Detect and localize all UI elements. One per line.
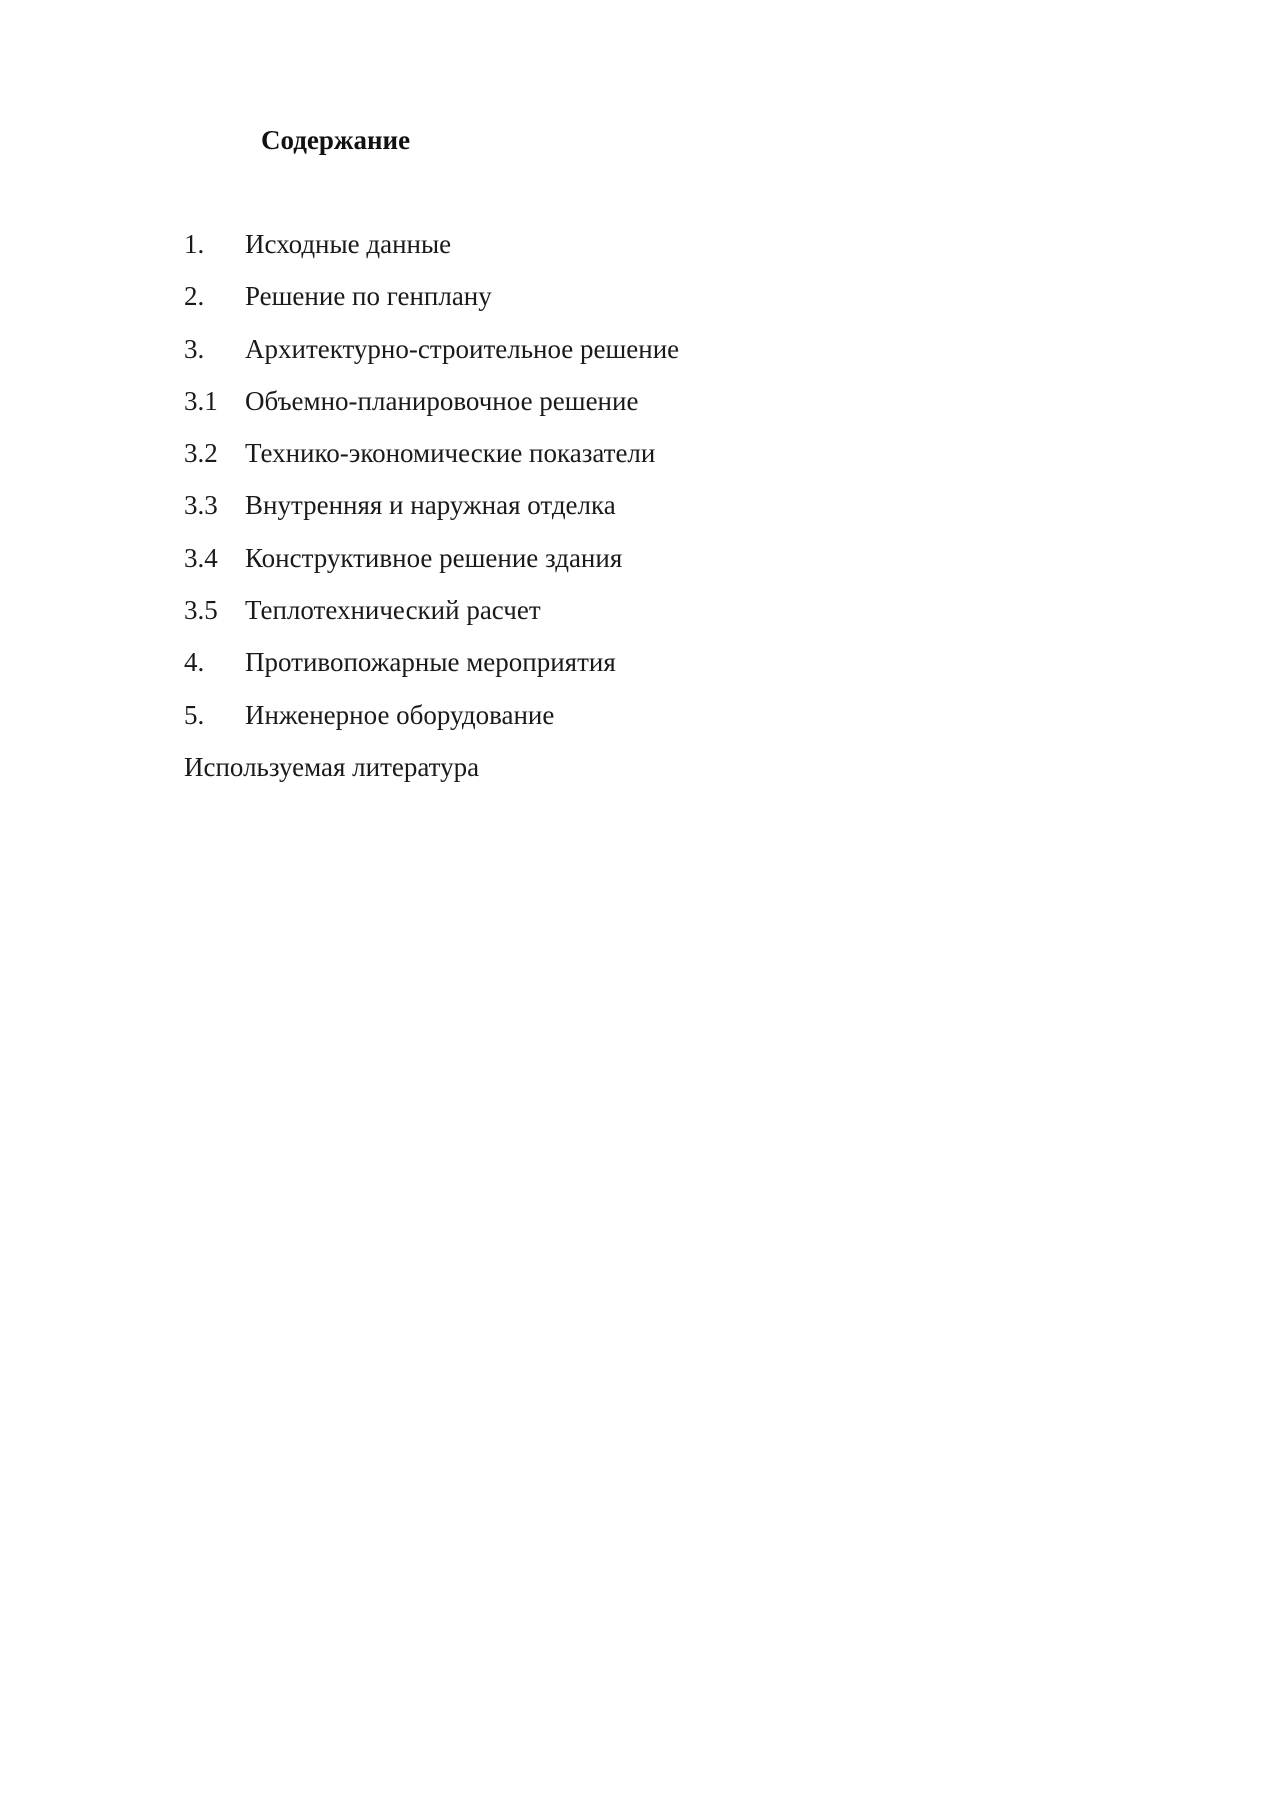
- toc-entry-number: 3.2: [184, 438, 218, 469]
- toc-entry-1: [184, 226, 679, 278]
- toc-entry-5: [184, 697, 679, 749]
- toc-entry-number: 5.: [184, 699, 205, 730]
- toc-entry-3-3: [184, 487, 679, 539]
- toc-entry-3-4: [184, 540, 679, 592]
- toc-entry-number: 4.: [184, 647, 205, 678]
- toc-entry-2: [184, 278, 679, 330]
- toc-entry-label: Объемно-планировочное решение: [245, 385, 639, 416]
- toc-entry-label: Исходные данные: [245, 229, 452, 259]
- toc-entry-label: Решение по генплану: [245, 281, 492, 312]
- page-title: Содержание: [261, 125, 411, 155]
- table-of-contents: [184, 226, 679, 801]
- toc-entry-label: Внутренняя и наружная отделка: [245, 490, 616, 521]
- toc-references-label: Используемая литература: [184, 751, 480, 782]
- toc-entry-number: 1.: [184, 229, 205, 259]
- toc-entry-number: 2.: [184, 281, 205, 312]
- toc-entry-number: 3.3: [184, 490, 218, 521]
- toc-entry-4: [184, 644, 679, 696]
- toc-entry-label: Теплотехнический расчет: [245, 595, 541, 626]
- toc-entry-number: 3.1: [184, 385, 218, 416]
- toc-entry-3-2: [184, 435, 679, 487]
- toc-entry-number: 3.5: [184, 595, 218, 626]
- toc-entry-references: [184, 749, 679, 801]
- toc-entry-label: Архитектурно-строительное решение: [245, 333, 680, 364]
- toc-entry-label: Конструктивное решение здания: [245, 542, 623, 573]
- toc-entry-label: Инженерное оборудование: [245, 699, 555, 730]
- toc-entry-3-1: [184, 383, 679, 435]
- toc-entry-3-5: [184, 592, 679, 644]
- toc-entry-label: Противопожарные мероприятия: [245, 647, 616, 678]
- toc-entry-3: [184, 331, 679, 383]
- toc-entry-number: 3.: [184, 333, 205, 364]
- toc-entry-label: Технико-экономические показатели: [245, 438, 656, 469]
- toc-entry-number: 3.4: [184, 542, 218, 573]
